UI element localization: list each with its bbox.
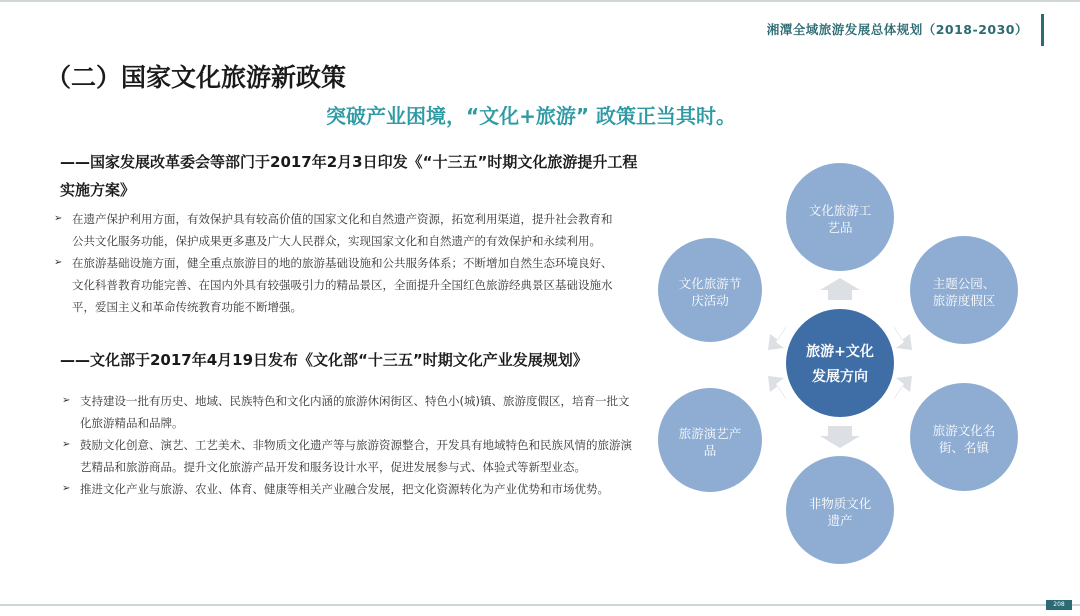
arrow-lower-right-icon — [893, 376, 912, 400]
diagram-node — [786, 163, 894, 271]
svg-text:发展方向: 发展方向 — [812, 369, 868, 385]
svg-text:主题公园、: 主题公园、 — [932, 276, 996, 291]
svg-text:遗产: 遗产 — [827, 513, 853, 528]
bullet-arrow-icon: ➢ — [54, 257, 63, 268]
bullet-item: ➢ 在旅游基础设施方面，健全重点旅游目的地的旅游基础设施和公共服务体系；不断增加自然生态环境良好、文化科普教育功能完善、在国内外具有较强吸引力的精品景区，全面提升全国红色旅游经典景区基础设施水平，爱国主义和革命传统教育功能不断增强。 — [54, 252, 614, 318]
svg-text:街、名镇: 街、名镇 — [938, 440, 990, 455]
top-divider — [0, 0, 1080, 2]
bullet-item: ➢ 在遗产保护利用方面，有效保护具有较高价值的国家文化和自然遗产资源，拓宽利用渠道，提升社会教育和公共文化服务功能，保护成果更多惠及广大人民群众，实现国家文化和自然遗产的有效保护和永续利用。 — [54, 208, 614, 252]
bullet-arrow-icon: ➢ — [62, 483, 71, 494]
svg-text:旅游文化名: 旅游文化名 — [932, 423, 996, 438]
section-subtitle: 突破产业困境，“文化+旅游” 政策正当其时。 — [326, 104, 737, 128]
svg-text:文化旅游工: 文化旅游工 — [808, 203, 872, 218]
svg-text:旅游演艺产: 旅游演艺产 — [678, 426, 742, 441]
header-accent-bar — [1041, 14, 1044, 46]
arrow-lower-left-icon — [768, 376, 787, 400]
diagram-node — [910, 383, 1018, 491]
policy-1-bullets — [54, 208, 614, 318]
bullet-arrow-icon: ➢ — [62, 439, 71, 450]
bullet-item: ➢ 支持建设一批有历史、地域、民族特色和文化内涵的旅游休闲街区、特色小(城)镇、旅游度假区，培育一批文化旅游精品和品牌。 — [62, 390, 640, 434]
svg-text:文化旅游节: 文化旅游节 — [678, 276, 742, 291]
diagram-node — [786, 456, 894, 564]
policy-heading-1: ——国家发展改革委会等部门于2017年2月3日印发《“十三五”时期文化旅游提升工程实施方案》 — [60, 153, 638, 199]
svg-text:旅游+文化: 旅游+文化 — [806, 344, 874, 360]
bullet-item: ➢ 推进文化产业与旅游、农业、体育、健康等相关产业融合发展，把文化资源转化为产业优势和市场优势。 — [62, 478, 640, 500]
diagram-center-node — [786, 309, 894, 417]
page-number: 208 — [1046, 600, 1072, 610]
svg-text:品: 品 — [703, 443, 717, 458]
arrow-upper-left-icon — [768, 326, 787, 350]
arrow-down-icon — [820, 426, 860, 448]
document-title: 湘潭全域旅游发展总体规划（2018-2030） — [766, 22, 1028, 37]
svg-text:非物质文化: 非物质文化 — [808, 496, 872, 511]
bullet-arrow-icon: ➢ — [54, 213, 63, 224]
svg-text:庆活动: 庆活动 — [691, 293, 729, 308]
arrow-upper-right-icon — [893, 326, 912, 350]
policy-heading-2: ——文化部于2017年4月19日发布《文化部“十三五”时期文化产业发展规划》 — [60, 351, 588, 369]
diagram-node — [910, 236, 1018, 344]
culture-tourism-diagram — [650, 160, 1040, 570]
section-title: （二）国家文化旅游新政策 — [46, 63, 347, 92]
footer-divider — [0, 604, 1080, 606]
svg-text:旅游度假区: 旅游度假区 — [932, 293, 996, 308]
diagram-node — [658, 238, 762, 342]
diagram-node — [658, 388, 762, 492]
arrow-up-icon — [820, 278, 860, 300]
bullet-arrow-icon: ➢ — [62, 395, 71, 406]
bullet-item: ➢ 鼓励文化创意、演艺、工艺美术、非物质文化遗产等与旅游资源整合，开发具有地域特色和民族风情的旅游演艺精品和旅游商品。提升文化旅游产品开发和服务设计水平，促进发展参与式、体验式等新型业态。 — [62, 434, 640, 478]
svg-text:艺品: 艺品 — [827, 220, 853, 235]
policy-2-bullets — [62, 390, 640, 500]
